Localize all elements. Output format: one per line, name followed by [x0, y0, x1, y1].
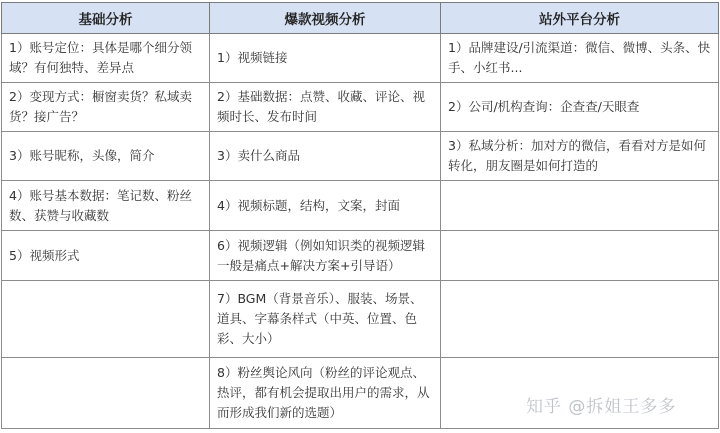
table-cell [441, 231, 719, 281]
table-row [2, 83, 719, 132]
table-cell: 2）变现方式：橱窗卖货？私域卖货？接广告？ [2, 83, 210, 132]
table-cell: 3）账号昵称，头像，简介 [2, 132, 210, 181]
header-basic-analysis: 基础分析 [2, 3, 210, 34]
table-row [2, 34, 719, 83]
table-row [2, 181, 719, 231]
table-cell: 2）基础数据：点赞、收藏、评论、视频时长、发布时间 [210, 83, 441, 132]
table-cell: 8）粉丝舆论风向（粉丝的评论观点、热评，都有机会提取出用户的需求，从而形成我们新的选题） [210, 358, 441, 429]
table-row [2, 281, 719, 358]
analysis-table [1, 2, 719, 429]
zhihu-watermark: 知乎 @拆姐王多多 [526, 397, 677, 417]
table-row [2, 132, 719, 181]
table-cell: 1）品牌建设/引流渠道：微信、微博、头条、快手、小红书... [441, 34, 719, 83]
header-viral-video-analysis: 爆款视频分析 [210, 3, 441, 34]
table-cell [441, 181, 719, 231]
header-offsite-platform-analysis: 站外平台分析 [441, 3, 719, 34]
table-cell: 3）私域分析：加对方的微信，看看对方是如何转化，朋友圈是如何打造的 [441, 132, 719, 181]
analysis-table-container [1, 2, 718, 429]
table-cell: 7）BGM（背景音乐）、服装、场景、道具、字幕条样式（中英、位置、色彩、大小） [210, 281, 441, 358]
table-cell: 3）卖什么商品 [210, 132, 441, 181]
table-cell: 1）视频链接 [210, 34, 441, 83]
table-cell: 4）视频标题，结构，文案，封面 [210, 181, 441, 231]
table-cell [441, 281, 719, 358]
table-cell: 6）视频逻辑（例如知识类的视频逻辑一般是痛点+解决方案+引导语） [210, 231, 441, 281]
table-cell: 1）账号定位：具体是哪个细分领域？有何独特、差异点 [2, 34, 210, 83]
table-cell [2, 281, 210, 358]
table-cell: 5）视频形式 [2, 231, 210, 281]
table-cell: 2）公司/机构查询：企查查/天眼查 [441, 83, 719, 132]
table-cell [2, 358, 210, 429]
table-header-row [2, 3, 719, 34]
table-row [2, 231, 719, 281]
table-cell: 4）账号基本数据：笔记数、粉丝数、获赞与收藏数 [2, 181, 210, 231]
